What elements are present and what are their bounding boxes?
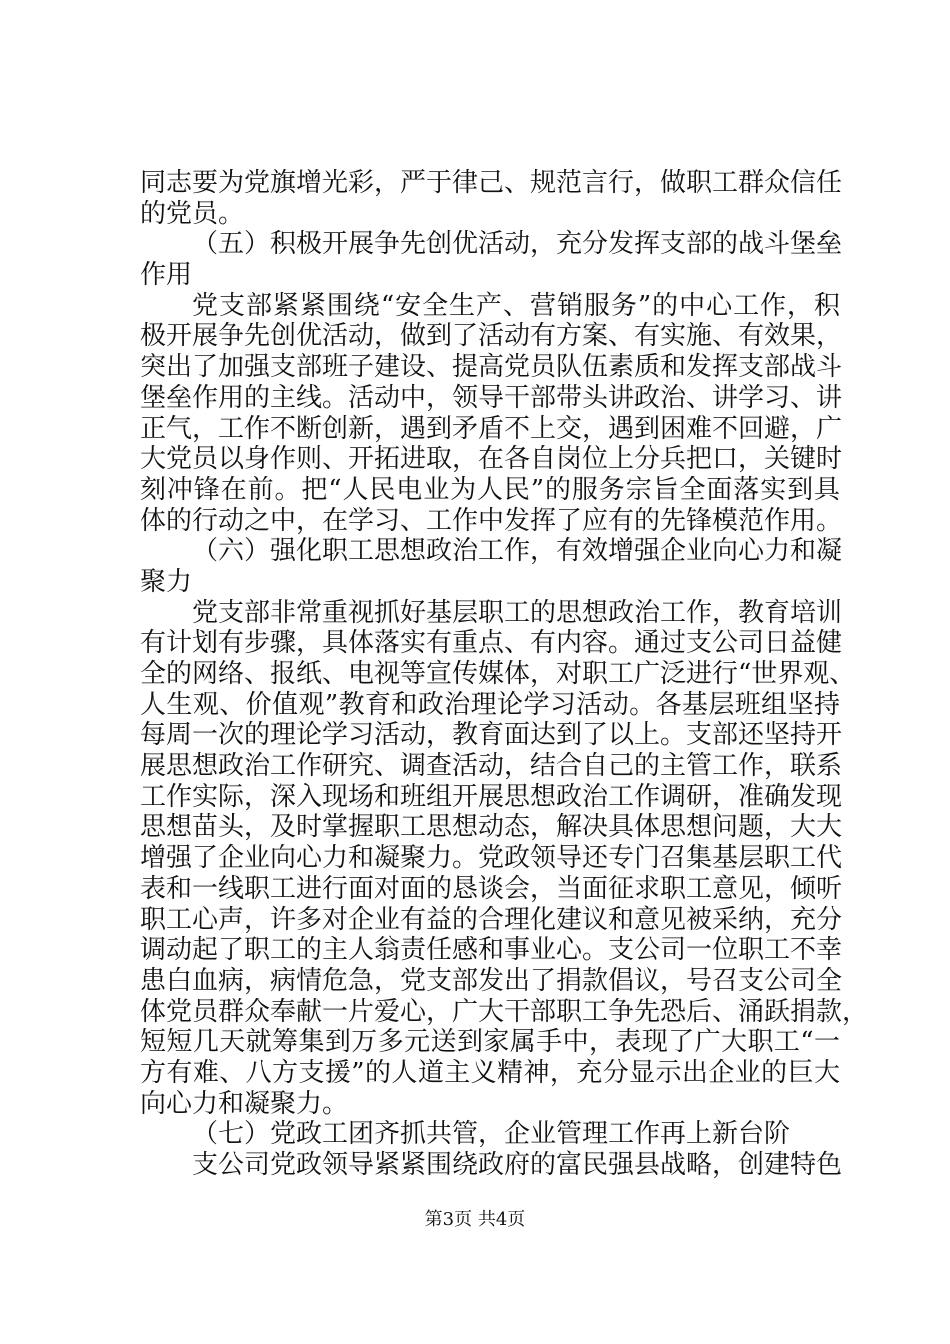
paragraph-line: 增强了企业向心力和凝聚力。党政领导还专门召集基层职工代 [140,843,843,874]
paragraph-line: 思想苗头，及时掌握职工思想动态，解决具体思想问题，大大 [140,812,843,843]
paragraph-line: 极开展争先创优活动，做到了活动有方案、有实施、有效果， [140,321,843,352]
paragraph-line: 同志要为党旗增光彩，严于律己、规范言行，做职工群众信任 [140,168,843,198]
section-heading-line: （七）党政工团齐抓共管，企业管理工作再上新台阶 [192,1119,791,1150]
paragraph-line: 体党员群众奉献一片爱心，广大干部职工争先恐后、涌跃捐款， [140,996,869,1027]
paragraph-line: 大党员以身作则、开拓进取，在各自岗位上分兵把口，关键时 [140,444,843,475]
paragraph-line: 有计划有步骤，具体落实有重点、有内容。通过支公司日益健 [140,628,843,659]
paragraph-line: 调动起了职工的主人翁责任感和事业心。支公司一位职工不幸 [140,935,843,966]
paragraph-line: 支公司党政领导紧紧围绕政府的富民强县战略，创建特色 [192,1150,843,1180]
paragraph-line: 刻冲锋在前。把“人民电业为人民”的服务宗旨全面落实到具 [140,474,840,505]
paragraph-line: 人生观、价值观”教育和政治理论学习活动。各基层班组坚持 [140,689,840,720]
section-heading-line: （五）积极开展争先创优活动，充分发挥支部的战斗堡垒 [192,229,843,260]
paragraph-line: 突出了加强支部班子建设、提高党员队伍素质和发挥支部战斗 [140,352,843,383]
paragraph-line: 的党员。 [140,198,245,229]
section-heading-line: 作用 [140,260,193,291]
section-heading-line: （六）强化职工思想政治工作，有效增强企业向心力和凝 [192,536,843,567]
paragraph-line: 每周一次的理论学习活动，教育面达到了以上。支部还坚持开 [140,720,843,751]
section-heading-line: 聚力 [140,566,193,597]
paragraph-line: 方有难、八方支援”的人道主义精神，充分显示出企业的巨大 [140,1057,840,1088]
paragraph-line: 短短几天就筹集到万多元送到家属手中，表现了广大职工“一 [140,1027,840,1058]
paragraph-line: 党支部非常重视抓好基层职工的思想政治工作，教育培训 [192,597,843,628]
document-body [140,168,869,1181]
paragraph-line: 工作实际，深入现场和班组开展思想政治工作调研，准确发现 [140,781,843,812]
paragraph-line: 体的行动之中，在学习、工作中发挥了应有的先锋模范作用。 [140,505,843,536]
paragraph-line: 堡垒作用的主线。活动中，领导干部带头讲政治、讲学习、讲 [140,382,843,413]
paragraph-line: 全的网络、报纸、电视等宣传媒体，对职工广泛进行“世界观、 [140,659,856,689]
paragraph-line: 患白血病，病情危急，党支部发出了捐款倡议，号召支公司全 [140,965,843,996]
page-number-footer: 第3页 共4页 [424,1209,526,1230]
paragraph-line: 展思想政治工作研究、调查活动，结合自己的主管工作，联系 [140,751,843,782]
paragraph-line: 职工心声，许多对企业有益的合理化建议和意见被采纳，充分 [140,904,843,935]
paragraph-line: 正气，工作不断创新，遇到矛盾不上交，遇到困难不回避，广 [140,413,843,444]
paragraph-line: 向心力和凝聚力。 [140,1088,349,1119]
paragraph-line: 表和一线职工进行面对面的恳谈会，当面征求职工意见，倾听 [140,873,843,904]
paragraph-line: 党支部紧紧围绕“安全生产、营销服务”的中心工作，积 [192,290,840,321]
